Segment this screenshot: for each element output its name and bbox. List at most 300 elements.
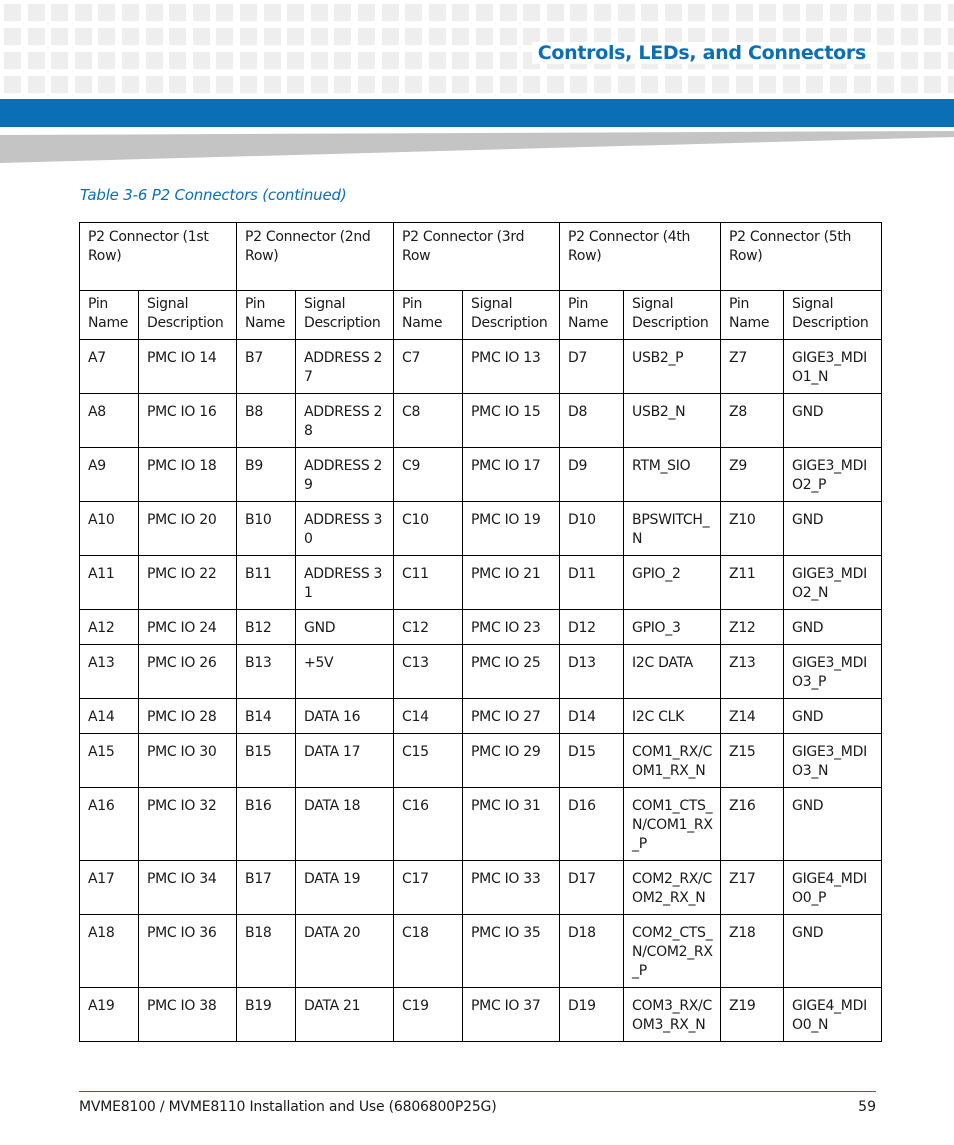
- signal-description-cell: COM2_CTS_N/COM2_RX_P: [624, 915, 721, 988]
- signal-description-cell: PMC IO 20: [139, 502, 237, 556]
- header-dot: [854, 4, 871, 21]
- signal-description-cell: +5V: [296, 645, 394, 699]
- header-dot: [523, 76, 540, 93]
- signal-description-cell: ADDRESS 31: [296, 556, 394, 610]
- signal-description-cell: GIGE3_MDIO1_N: [784, 340, 882, 394]
- header-dot: [240, 52, 257, 69]
- signal-description-cell: PMC IO 36: [139, 915, 237, 988]
- pin-name-cell: C13: [394, 645, 463, 699]
- pin-name-cell: A13: [80, 645, 139, 699]
- header-dot: [783, 76, 800, 93]
- pin-name-cell: C18: [394, 915, 463, 988]
- header-dot: [122, 52, 139, 69]
- pin-name-cell: D9: [560, 448, 624, 502]
- table-row: [80, 502, 882, 556]
- column-header-row: [80, 291, 882, 340]
- pin-name-cell: B13: [237, 645, 296, 699]
- header-dot: [547, 4, 564, 21]
- header-dot: [264, 28, 281, 45]
- header-dot: [311, 28, 328, 45]
- header-dot: [452, 52, 469, 69]
- header-dot: [358, 28, 375, 45]
- signal-description-cell: PMC IO 31: [463, 788, 560, 861]
- header-dot: [334, 76, 351, 93]
- pin-name-cell: A16: [80, 788, 139, 861]
- signal-description-cell: PMC IO 38: [139, 988, 237, 1042]
- pin-name-cell: B12: [237, 610, 296, 645]
- header-dot: [405, 76, 422, 93]
- signal-description-cell: PMC IO 33: [463, 861, 560, 915]
- header-dot: [311, 4, 328, 21]
- header-dot: [169, 52, 186, 69]
- header-blue-bar: [0, 99, 954, 127]
- header-dot: [665, 4, 682, 21]
- section-title: Controls, LEDs, and Connectors: [532, 42, 872, 64]
- pin-name-cell: D14: [560, 699, 624, 734]
- signal-description-cell: GIGE4_MDIO0_N: [784, 988, 882, 1042]
- header-dot: [287, 4, 304, 21]
- header-dot: [500, 52, 517, 69]
- header-dot: [759, 76, 776, 93]
- pin-name-cell: A19: [80, 988, 139, 1042]
- table-row: [80, 861, 882, 915]
- header-dot: [122, 28, 139, 45]
- signal-description-cell: DATA 21: [296, 988, 394, 1042]
- signal-description-cell: PMC IO 14: [139, 340, 237, 394]
- signal-description-cell: GIGE3_MDIO2_P: [784, 448, 882, 502]
- header-dot: [169, 28, 186, 45]
- header-dot: [783, 4, 800, 21]
- pin-name-cell: A7: [80, 340, 139, 394]
- header-dot: [216, 28, 233, 45]
- signal-description-cell: COM3_RX/COM3_RX_N: [624, 988, 721, 1042]
- signal-description-cell: I2C CLK: [624, 699, 721, 734]
- signal-description-cell: PMC IO 28: [139, 699, 237, 734]
- signal-description-cell: COM1_RX/COM1_RX_N: [624, 734, 721, 788]
- signal-description-cell: ADDRESS 27: [296, 340, 394, 394]
- header-dot: [193, 52, 210, 69]
- header-dot: [665, 76, 682, 93]
- table-row: [80, 556, 882, 610]
- header-dot: [264, 76, 281, 93]
- pin-name-cell: C7: [394, 340, 463, 394]
- header-dot: [948, 76, 954, 93]
- signal-description-cell: PMC IO 23: [463, 610, 560, 645]
- signal-description-cell: ADDRESS 29: [296, 448, 394, 502]
- header-dot: [948, 28, 954, 45]
- header-dot: [618, 76, 635, 93]
- header-dot: [51, 28, 68, 45]
- header-dot: [405, 4, 422, 21]
- header-dot: [216, 4, 233, 21]
- pin-name-cell: B11: [237, 556, 296, 610]
- signal-description-cell: GND: [784, 502, 882, 556]
- signal-description-cell: GIGE3_MDIO3_N: [784, 734, 882, 788]
- header-dot: [334, 52, 351, 69]
- header-dot: [98, 76, 115, 93]
- table-row: [80, 788, 882, 861]
- pin-name-cell: A14: [80, 699, 139, 734]
- pin-name-cell: D13: [560, 645, 624, 699]
- pin-name-cell: D10: [560, 502, 624, 556]
- signal-description-cell: COM1_CTS_N/COM1_RX_P: [624, 788, 721, 861]
- header-dot: [169, 76, 186, 93]
- header-dot: [311, 76, 328, 93]
- header-dot: [688, 76, 705, 93]
- header-dot: [924, 4, 941, 21]
- header-dot: [4, 52, 21, 69]
- header-dot: [311, 52, 328, 69]
- header-dot: [240, 28, 257, 45]
- pin-name-cell: C16: [394, 788, 463, 861]
- signal-description-cell: PMC IO 17: [463, 448, 560, 502]
- header-dot: [382, 28, 399, 45]
- pin-name-cell: Z18: [721, 915, 784, 988]
- group-header-cell: P2 Connector (2nd Row): [237, 223, 394, 291]
- signal-description-cell: PMC IO 24: [139, 610, 237, 645]
- pin-name-cell: D7: [560, 340, 624, 394]
- header-gray-wedge: [0, 131, 954, 163]
- header-dot: [334, 4, 351, 21]
- pin-name-cell: Z17: [721, 861, 784, 915]
- pin-name-cell: D12: [560, 610, 624, 645]
- header-dot: [287, 76, 304, 93]
- pin-name-cell: B19: [237, 988, 296, 1042]
- signal-description-cell: GIGE4_MDIO0_P: [784, 861, 882, 915]
- header-dot: [146, 52, 163, 69]
- header-dot: [75, 4, 92, 21]
- pin-name-cell: A11: [80, 556, 139, 610]
- pin-name-cell: C10: [394, 502, 463, 556]
- header-dot: [429, 28, 446, 45]
- signal-description-cell: ADDRESS 30: [296, 502, 394, 556]
- header-dot: [28, 52, 45, 69]
- pin-name-cell: A15: [80, 734, 139, 788]
- header-dot: [594, 76, 611, 93]
- pin-name-cell: B9: [237, 448, 296, 502]
- header-dot: [523, 4, 540, 21]
- table-row: [80, 734, 882, 788]
- pin-name-cell: D15: [560, 734, 624, 788]
- header-dot: [806, 4, 823, 21]
- header-dot: [98, 52, 115, 69]
- pin-name-cell: D11: [560, 556, 624, 610]
- header-dot: [4, 4, 21, 21]
- header-dot: [712, 76, 729, 93]
- signal-description-cell: PMC IO 32: [139, 788, 237, 861]
- pin-name-cell: C8: [394, 394, 463, 448]
- pin-name-cell: C11: [394, 556, 463, 610]
- header-dot: [358, 52, 375, 69]
- header-dot: [500, 28, 517, 45]
- header-dot: [51, 4, 68, 21]
- header-dot: [759, 4, 776, 21]
- header-dot: [901, 76, 918, 93]
- group-header-cell: P2 Connector (3rd Row: [394, 223, 560, 291]
- signal-description-cell: PMC IO 35: [463, 915, 560, 988]
- header-dot: [193, 28, 210, 45]
- header-dot: [28, 28, 45, 45]
- pin-name-cell: B16: [237, 788, 296, 861]
- header-dot: [193, 4, 210, 21]
- group-header-cell: P2 Connector (4th Row): [560, 223, 721, 291]
- signal-description-cell: PMC IO 29: [463, 734, 560, 788]
- header-dot: [240, 76, 257, 93]
- signal-description-cell: PMC IO 25: [463, 645, 560, 699]
- header-dot: [476, 76, 493, 93]
- table-row: [80, 448, 882, 502]
- header-dot: [830, 4, 847, 21]
- header-dot: [287, 28, 304, 45]
- header-dot: [382, 76, 399, 93]
- signal-description-cell: PMC IO 19: [463, 502, 560, 556]
- signal-description-cell: COM2_RX/COM2_RX_N: [624, 861, 721, 915]
- header-dot: [216, 52, 233, 69]
- header-dot: [358, 4, 375, 21]
- header-dot: [98, 4, 115, 21]
- column-header-cell: Signal Description: [784, 291, 882, 340]
- column-header-cell: Pin Name: [237, 291, 296, 340]
- table-row: [80, 340, 882, 394]
- column-header-cell: Pin Name: [560, 291, 624, 340]
- table-caption: Table 3-6 P2 Connectors (continued): [80, 186, 347, 204]
- signal-description-cell: PMC IO 30: [139, 734, 237, 788]
- header-dot: [429, 4, 446, 21]
- header-dot: [830, 76, 847, 93]
- signal-description-cell: GND: [784, 915, 882, 988]
- footer-document-title: MVME8100 / MVME8110 Installation and Use (6806800P25G): [79, 1099, 497, 1115]
- pin-name-cell: D16: [560, 788, 624, 861]
- header-dot: [688, 4, 705, 21]
- header-dot: [382, 4, 399, 21]
- header-dot: [806, 76, 823, 93]
- header-dot: [146, 4, 163, 21]
- signal-description-cell: GND: [784, 699, 882, 734]
- pin-name-cell: B8: [237, 394, 296, 448]
- signal-description-cell: PMC IO 21: [463, 556, 560, 610]
- header-dot: [901, 28, 918, 45]
- pin-name-cell: Z7: [721, 340, 784, 394]
- pin-name-cell: Z15: [721, 734, 784, 788]
- header-dot: [146, 28, 163, 45]
- pin-name-cell: A8: [80, 394, 139, 448]
- signal-description-cell: GND: [784, 788, 882, 861]
- header-dot: [122, 4, 139, 21]
- pin-name-cell: Z16: [721, 788, 784, 861]
- signal-description-cell: PMC IO 34: [139, 861, 237, 915]
- pin-name-cell: B17: [237, 861, 296, 915]
- signal-description-cell: PMC IO 22: [139, 556, 237, 610]
- header-dot: [476, 52, 493, 69]
- signal-description-cell: BPSWITCH_N: [624, 502, 721, 556]
- header-dot: [334, 28, 351, 45]
- signal-description-cell: ADDRESS 28: [296, 394, 394, 448]
- header-dot: [901, 4, 918, 21]
- header-dot: [570, 4, 587, 21]
- header-dot: [641, 4, 658, 21]
- header-dot: [146, 76, 163, 93]
- header-dot: [924, 76, 941, 93]
- signal-description-cell: I2C DATA: [624, 645, 721, 699]
- header-dot: [854, 76, 871, 93]
- pin-name-cell: B14: [237, 699, 296, 734]
- header-dot: [51, 76, 68, 93]
- p2-connector-table: [79, 222, 882, 1042]
- header-dot: [736, 76, 753, 93]
- header-dot: [452, 76, 469, 93]
- header-dot: [405, 28, 422, 45]
- column-header-cell: Pin Name: [721, 291, 784, 340]
- header-dot: [452, 28, 469, 45]
- pin-name-cell: Z8: [721, 394, 784, 448]
- pin-name-cell: B18: [237, 915, 296, 988]
- signal-description-cell: GIGE3_MDIO3_P: [784, 645, 882, 699]
- table-row: [80, 699, 882, 734]
- header-dot: [28, 76, 45, 93]
- pin-name-cell: C15: [394, 734, 463, 788]
- pin-name-cell: D19: [560, 988, 624, 1042]
- header-dot: [452, 4, 469, 21]
- pin-name-cell: D8: [560, 394, 624, 448]
- pin-name-cell: Z19: [721, 988, 784, 1042]
- footer-rule: [79, 1091, 876, 1092]
- header-dot: [924, 28, 941, 45]
- pin-name-cell: B7: [237, 340, 296, 394]
- signal-description-cell: PMC IO 37: [463, 988, 560, 1042]
- column-header-cell: Signal Description: [296, 291, 394, 340]
- header-dot: [405, 52, 422, 69]
- header-dot: [948, 4, 954, 21]
- header-dot: [429, 52, 446, 69]
- header-dot: [4, 28, 21, 45]
- header-dot: [75, 52, 92, 69]
- pin-name-cell: C19: [394, 988, 463, 1042]
- header-dot: [476, 4, 493, 21]
- header-dot: [948, 52, 954, 69]
- header-dot: [618, 4, 635, 21]
- header-dot: [736, 4, 753, 21]
- signal-description-cell: DATA 17: [296, 734, 394, 788]
- pin-name-cell: A17: [80, 861, 139, 915]
- header-dot: [429, 76, 446, 93]
- header-dot: [547, 76, 564, 93]
- pin-name-cell: C14: [394, 699, 463, 734]
- pin-name-cell: C9: [394, 448, 463, 502]
- header-dot: [75, 28, 92, 45]
- pin-name-cell: A10: [80, 502, 139, 556]
- header-dot: [75, 76, 92, 93]
- column-header-cell: Signal Description: [624, 291, 721, 340]
- group-header-cell: P2 Connector (5th Row): [721, 223, 882, 291]
- header-dot: [500, 76, 517, 93]
- pin-name-cell: C17: [394, 861, 463, 915]
- pin-name-cell: A12: [80, 610, 139, 645]
- pin-name-cell: Z14: [721, 699, 784, 734]
- header-dot: [877, 28, 894, 45]
- pin-name-cell: D18: [560, 915, 624, 988]
- header-dot: [594, 4, 611, 21]
- pin-name-cell: Z9: [721, 448, 784, 502]
- pin-name-cell: A18: [80, 915, 139, 988]
- footer-page-number: 59: [858, 1099, 876, 1115]
- header-dot: [4, 76, 21, 93]
- signal-description-cell: USB2_P: [624, 340, 721, 394]
- signal-description-cell: PMC IO 13: [463, 340, 560, 394]
- header-dot: [877, 76, 894, 93]
- signal-description-cell: GND: [784, 394, 882, 448]
- column-header-cell: Signal Description: [139, 291, 237, 340]
- pin-name-cell: B10: [237, 502, 296, 556]
- header-dot: [51, 52, 68, 69]
- pin-name-cell: Z12: [721, 610, 784, 645]
- signal-description-cell: DATA 20: [296, 915, 394, 988]
- signal-description-cell: PMC IO 26: [139, 645, 237, 699]
- header-dot: [264, 52, 281, 69]
- header-dot: [570, 76, 587, 93]
- header-dot: [712, 4, 729, 21]
- pin-name-cell: Z10: [721, 502, 784, 556]
- signal-description-cell: USB2_N: [624, 394, 721, 448]
- header-dot: [169, 4, 186, 21]
- header-dot: [877, 4, 894, 21]
- header-dot: [924, 52, 941, 69]
- header-dot: [98, 28, 115, 45]
- header-dot: [264, 4, 281, 21]
- header-dot: [476, 28, 493, 45]
- group-header-cell: P2 Connector (1st Row): [80, 223, 237, 291]
- header-dot: [193, 76, 210, 93]
- header-dot: [500, 4, 517, 21]
- header-dot: [287, 52, 304, 69]
- column-header-cell: Pin Name: [80, 291, 139, 340]
- table-row: [80, 988, 882, 1042]
- signal-description-cell: GIGE3_MDIO2_N: [784, 556, 882, 610]
- pin-name-cell: Z11: [721, 556, 784, 610]
- signal-description-cell: PMC IO 27: [463, 699, 560, 734]
- column-header-cell: Pin Name: [394, 291, 463, 340]
- header-dot: [28, 4, 45, 21]
- header-dot: [901, 52, 918, 69]
- signal-description-cell: RTM_SIO: [624, 448, 721, 502]
- signal-description-cell: PMC IO 18: [139, 448, 237, 502]
- pin-name-cell: D17: [560, 861, 624, 915]
- signal-description-cell: GPIO_2: [624, 556, 721, 610]
- signal-description-cell: GPIO_3: [624, 610, 721, 645]
- signal-description-cell: DATA 18: [296, 788, 394, 861]
- header-dot: [382, 52, 399, 69]
- signal-description-cell: PMC IO 16: [139, 394, 237, 448]
- header-dot: [122, 76, 139, 93]
- signal-description-cell: GND: [296, 610, 394, 645]
- table-row: [80, 394, 882, 448]
- pin-name-cell: B15: [237, 734, 296, 788]
- header-dot: [216, 76, 233, 93]
- group-header-row: [80, 223, 882, 291]
- pin-name-cell: C12: [394, 610, 463, 645]
- table-row: [80, 610, 882, 645]
- signal-description-cell: PMC IO 15: [463, 394, 560, 448]
- table-row: [80, 645, 882, 699]
- pin-name-cell: A9: [80, 448, 139, 502]
- signal-description-cell: DATA 16: [296, 699, 394, 734]
- table-row: [80, 915, 882, 988]
- header-dot: [641, 76, 658, 93]
- column-header-cell: Signal Description: [463, 291, 560, 340]
- pin-name-cell: Z13: [721, 645, 784, 699]
- header-dot: [240, 4, 257, 21]
- header-dot: [877, 52, 894, 69]
- signal-description-cell: DATA 19: [296, 861, 394, 915]
